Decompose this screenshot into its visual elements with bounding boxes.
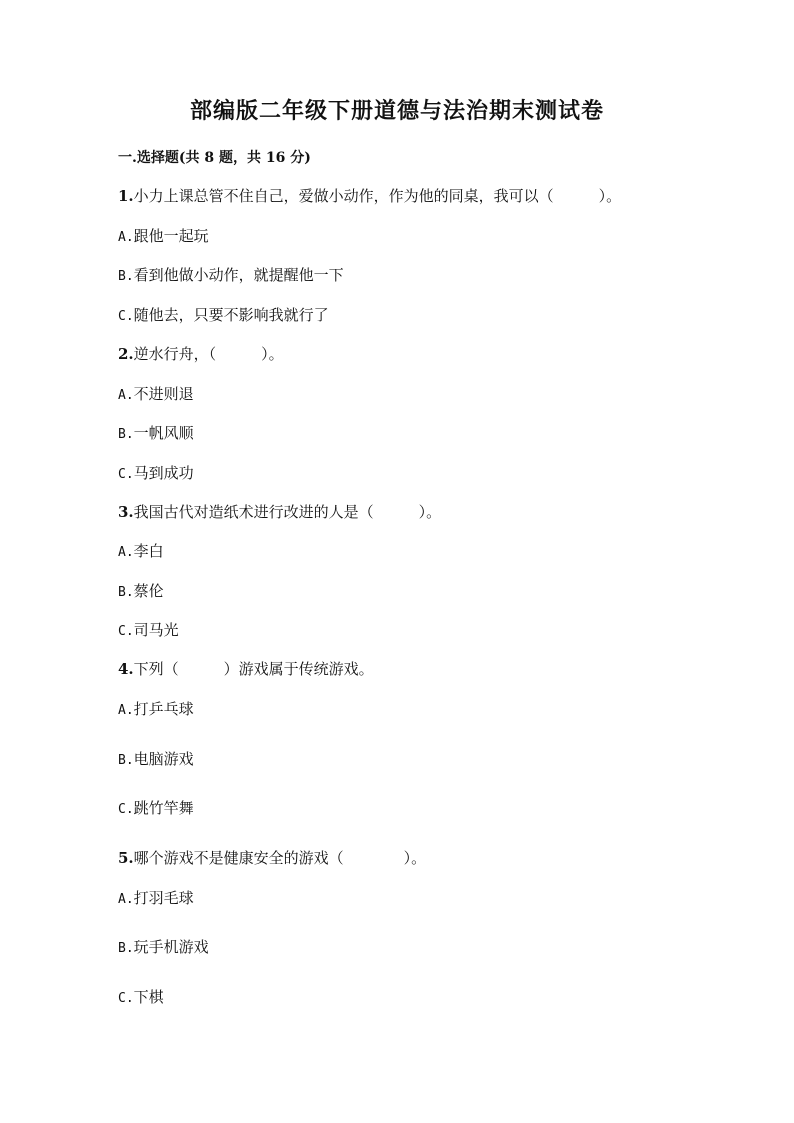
option-5b [118,937,209,959]
option-text: 玩手机游戏 [133,938,209,956]
option-text: 随他去，只要不影响我就行了 [133,306,329,324]
option-letter: C. [118,467,134,482]
question-number: 5. [118,849,134,867]
question-number: 2. [118,345,134,363]
option-letter: A. [118,388,134,403]
question-text: 下列（ ）游戏属于传统游戏。 [133,660,374,678]
option-3a [118,541,164,563]
option-text: 跟他一起玩 [133,227,209,245]
option-letter: C. [118,991,134,1006]
option-1b [118,265,344,287]
option-text: 马到成功 [133,464,194,482]
option-3c [118,620,179,642]
option-5a [118,888,194,910]
option-3b [118,581,164,603]
option-4c [118,798,194,820]
option-text: 下棋 [133,988,164,1006]
option-letter: A. [118,545,134,560]
option-letter: C. [118,624,134,639]
option-letter: A. [118,892,134,907]
option-text: 不进则退 [133,385,194,403]
option-2c [118,463,194,485]
option-text: 打乒乓球 [133,700,194,718]
question-1 [118,186,621,206]
option-text: 李白 [133,542,164,560]
question-number: 1. [118,187,134,205]
option-letter: A. [118,230,134,245]
question-text: 逆水行舟，（ ）。 [133,345,284,363]
option-text: 打羽毛球 [133,889,194,907]
option-letter: B. [118,941,134,956]
option-letter: B. [118,427,134,442]
option-text: 一帆风顺 [133,424,194,442]
section-heading: 一.选择题(共 8 题，共 16 分) [118,150,311,166]
question-text: 小力上课总管不住自己，爱做小动作，作为他的同桌，我可以（ ）。 [133,187,622,205]
option-letter: B. [118,585,134,600]
option-letter: C. [118,802,134,817]
option-letter: C. [118,309,134,324]
option-5c [118,987,164,1009]
option-4b [118,749,194,771]
option-text: 电脑游戏 [133,750,194,768]
option-1c [118,305,329,327]
option-text: 跳竹竿舞 [133,799,194,817]
option-text: 蔡伦 [133,582,164,600]
option-letter: A. [118,703,134,718]
question-3 [118,502,441,522]
option-1a [118,226,209,248]
option-text: 看到他做小动作，就提醒他一下 [133,266,344,284]
option-letter: B. [118,269,134,284]
question-2 [118,344,284,364]
option-4a [118,699,194,721]
option-text: 司马光 [133,621,179,639]
question-number: 4. [118,660,134,678]
page-title: 部编版二年级下册道德与法治期末测试卷 [189,98,604,124]
question-5 [118,848,426,868]
option-2a [118,384,194,406]
question-text: 哪个游戏不是健康安全的游戏（ ）。 [133,849,427,867]
option-letter: B. [118,753,134,768]
question-4 [118,659,374,679]
question-text: 我国古代对造纸术进行改进的人是（ ）。 [133,503,442,521]
question-number: 3. [118,503,134,521]
option-2b [118,423,194,445]
